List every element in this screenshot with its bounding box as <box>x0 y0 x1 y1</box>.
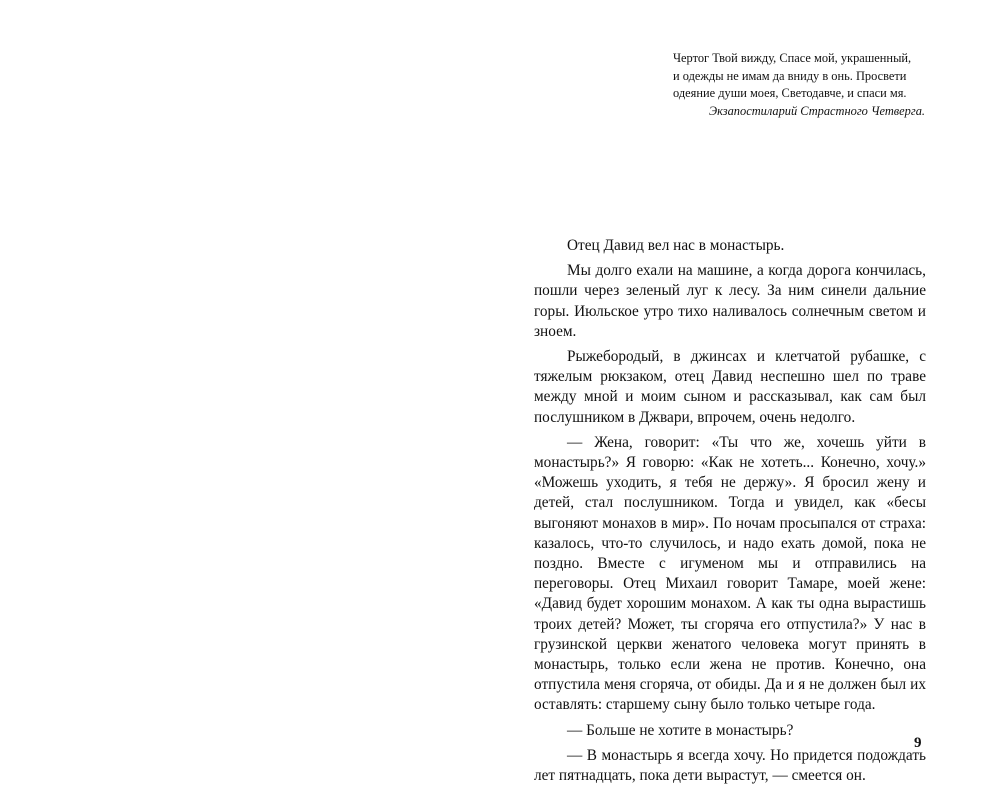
epigraph-line: и одежды не имам да вниду в онь. Просвети <box>673 68 907 83</box>
paragraph: Отец Давид вел нас в монастырь. <box>567 237 785 254</box>
epigraph-line: Чертог Твой вижду, Спасе мой, украшенный, <box>673 51 912 65</box>
paragraph: Рыжебородый, в джинсах и клетчатой рубашке, с тяжелым рюкзаком, отец Давид неспешно шел по траве между мной и моим сыном и рассказывал, как сам был послушником в Джвари, впрочем, очень недолго. <box>534 348 926 426</box>
chapter-body <box>534 236 926 791</box>
epigraph-source: Экзапостиларий Страстного Четверга. <box>709 103 925 118</box>
paragraph: Мы долго ехали на машине, а когда дорога кончилась, пошли через зеленый луг к лесу. За ним синели дальние горы. Июльское утро тихо наливалось солнечным светом и зноем. <box>534 262 926 340</box>
epigraph <box>673 50 931 120</box>
paragraph: — Жена, говорит: «Ты что же, хочешь уйти в монастырь?» Я говорю: «Как не хотеть... Конечно, хочу.» «Можешь уходить, я тебя не держу». Я бросил жену и детей, стал послушником. Тогда и увидел, как «бесы выгоняют монахов в мир». По ночам просыпался от страха: казалось, что-то случилось, и надо ехать домой, пока не поздно. Вместе с игуменом мы и отправились на переговоры. Отец Михаил говорит Тамаре, моей жене: «Давид будет хорошим монахом. А как ты одна вырастишь троих детей? Может, ты сгоряча его отпустила?» У нас в грузинской церкви женатого человека могут принять в монастырь, только если жена не против. Конечно, она отпустила меня сгоряча, от обиды. Да и я не должен был их оставлять: старшему сыну было только четыре года. <box>534 433 926 714</box>
epigraph-line: одеяние души моея, Светодавче, и спаси мя. <box>673 86 907 101</box>
page-number: 9 <box>914 735 922 751</box>
paragraph: — Больше не хотите в монастырь? <box>567 721 794 739</box>
paragraph: — В монастырь я всегда хочу. Но придется подождать лет пятнадцать, пока дети вырастут, — смеется он. <box>534 746 926 785</box>
